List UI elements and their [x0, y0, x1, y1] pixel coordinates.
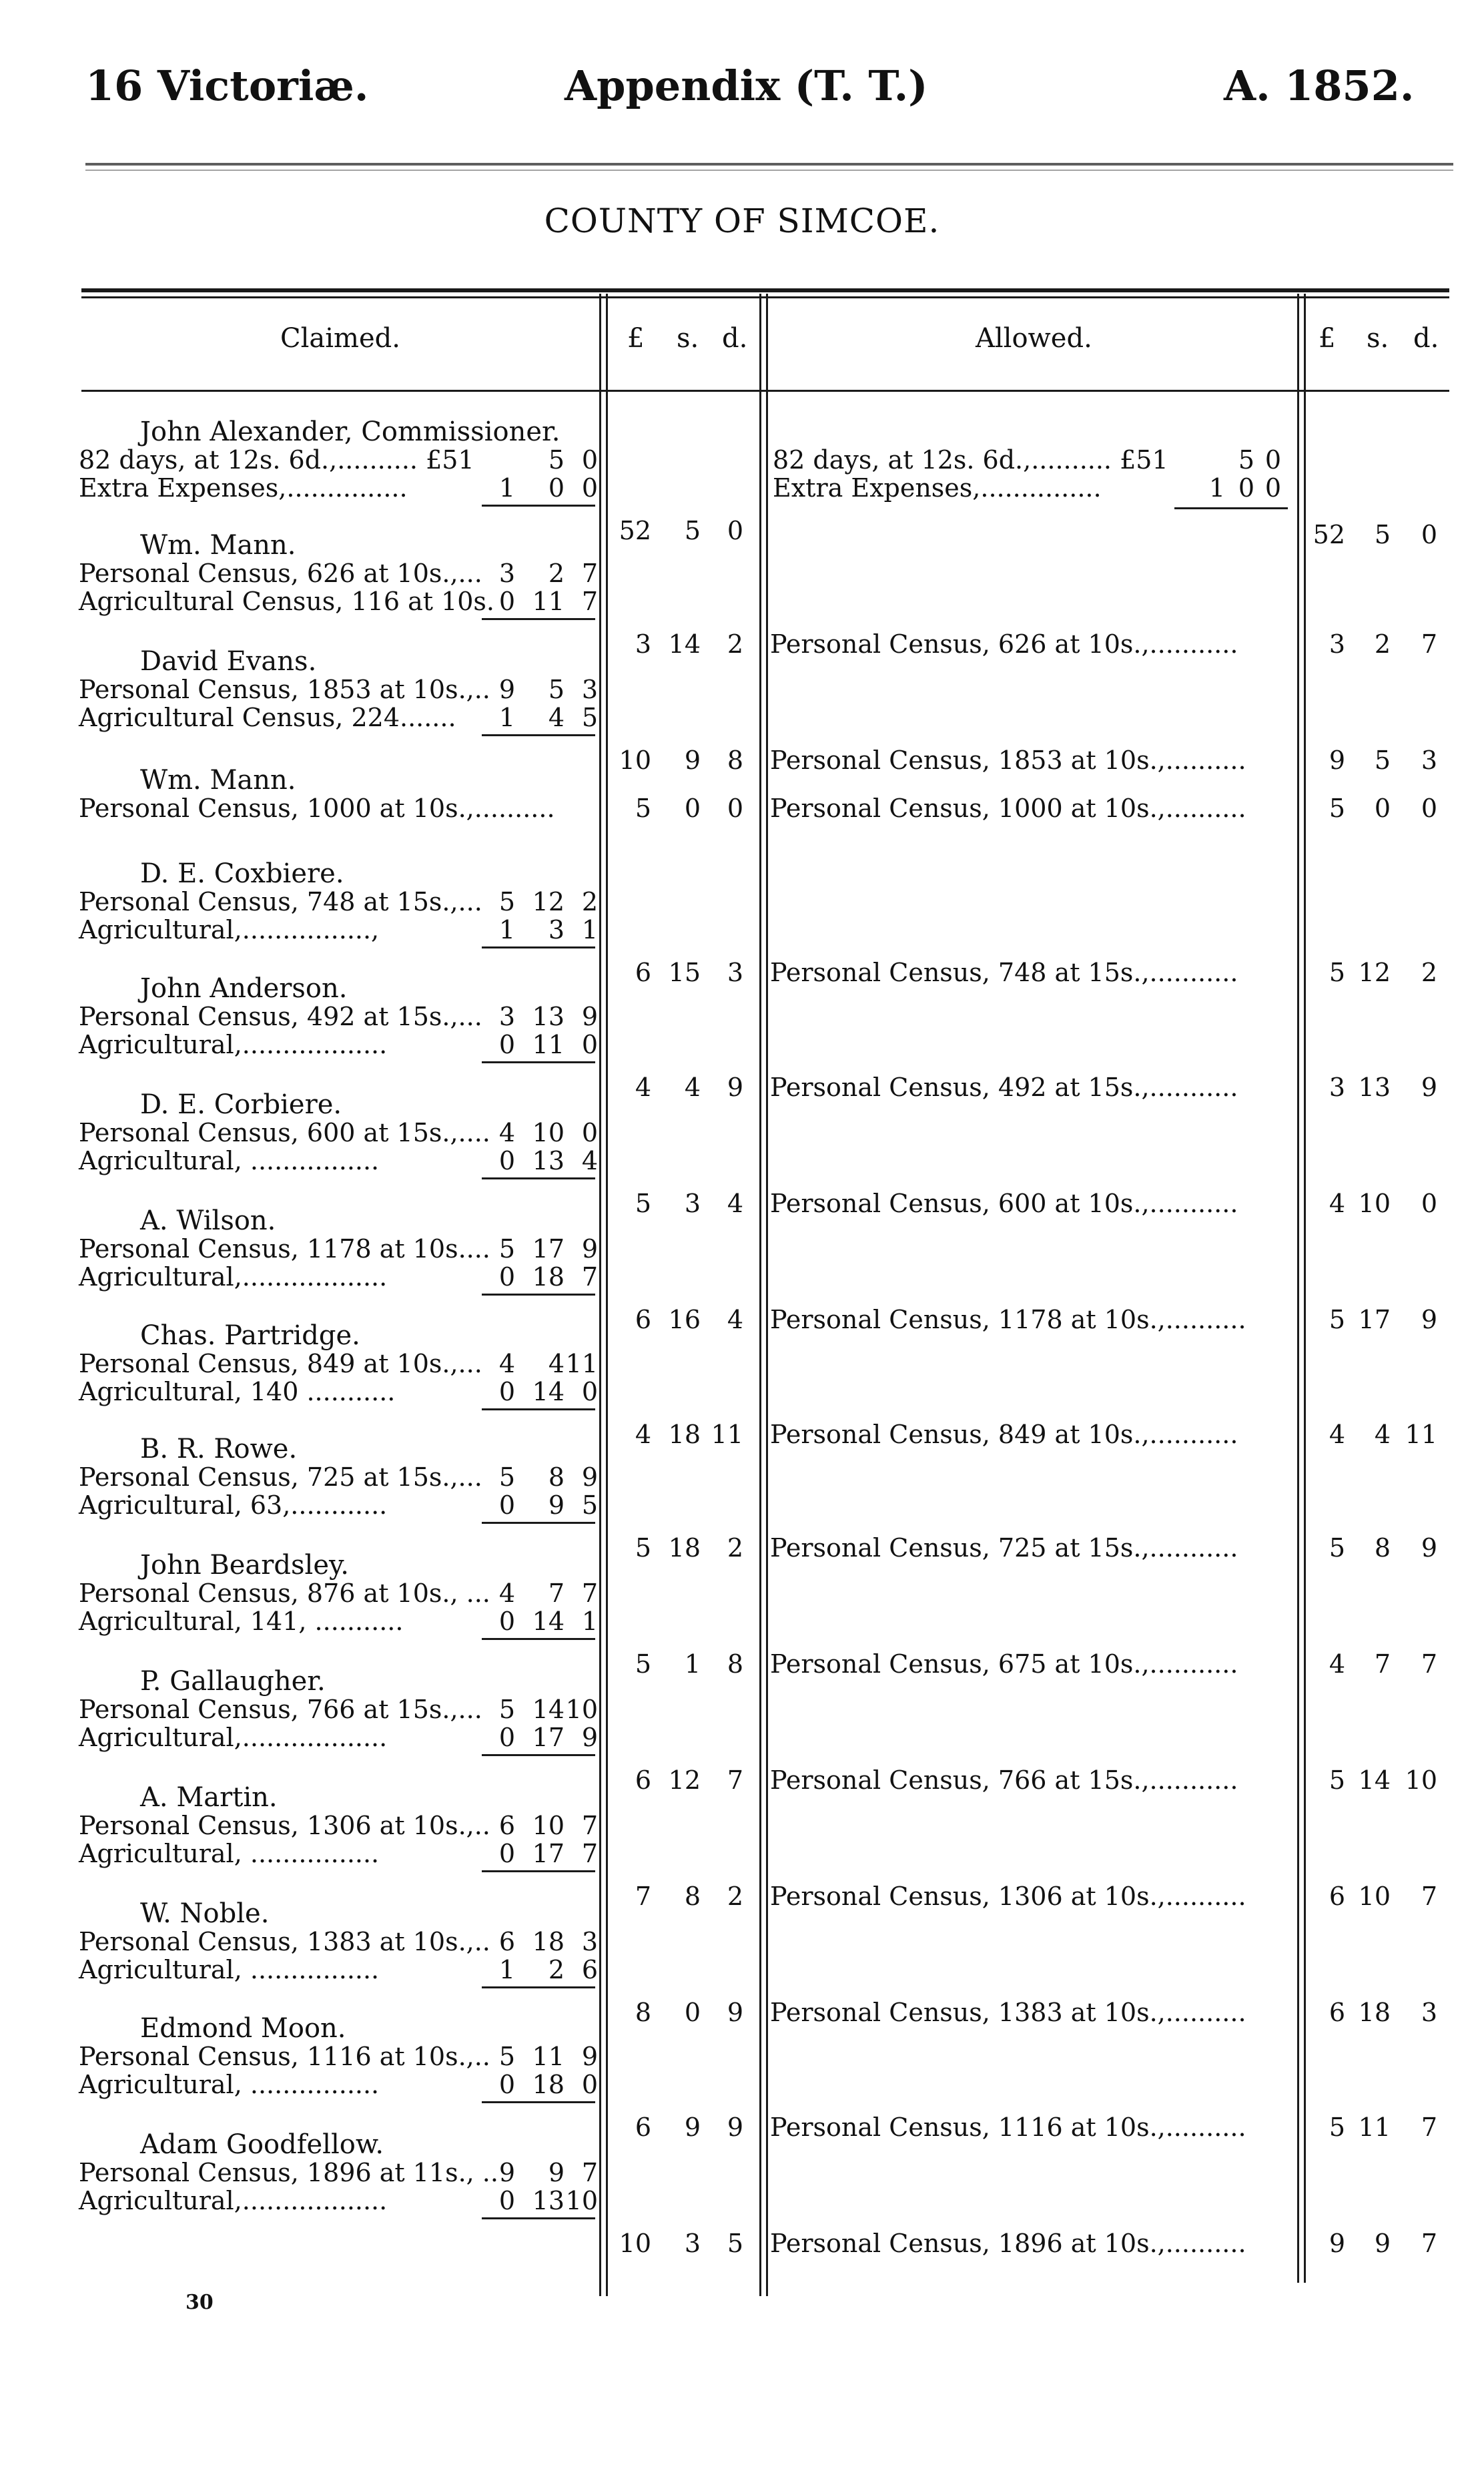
- claimed-total-pence: 11: [711, 1420, 743, 1449]
- claimed-line-shilling: 11: [532, 1030, 565, 1059]
- claimed-line-pence: 7: [581, 587, 598, 616]
- claimed-line-pence: 2: [581, 887, 598, 916]
- vrule-1b: [606, 294, 608, 2296]
- page-number: 30: [186, 2291, 214, 2314]
- allowed-total-shilling: 5: [1374, 746, 1391, 775]
- claimed-total-shilling: 0: [684, 1998, 701, 2027]
- claimed-line-shilling: 14: [532, 1607, 565, 1636]
- claimed-line-shilling: 5: [548, 675, 565, 704]
- claimed-line-pound: 0: [498, 1262, 515, 1292]
- allowed-text: Personal Census, 725 at 15s.,...........: [770, 1533, 1238, 1563]
- claimed-line-pound: 9: [498, 675, 515, 704]
- claimed-line-pence: 4: [581, 1146, 598, 1175]
- col-allowed: Allowed.: [976, 323, 1092, 354]
- claimed-line-pence: 3: [581, 675, 598, 704]
- allowed-total-pence: 0: [1421, 794, 1437, 823]
- allowed-line-shilling: 0: [1238, 473, 1254, 503]
- subtotal-rule: [482, 1986, 595, 1988]
- col-claimed: Claimed.: [280, 323, 400, 354]
- claimed-line-pound: 1: [498, 473, 515, 503]
- entry-name: David Evans.: [140, 646, 317, 677]
- claimed-line-pence: 7: [581, 1811, 598, 1840]
- claimed-total-pence: 3: [727, 958, 743, 987]
- allowed-total-shilling: 13: [1358, 1073, 1391, 1102]
- claimed-line-text: Agricultural Census, 224.......: [79, 703, 456, 732]
- vrule-2a: [759, 294, 761, 2296]
- allowed-subtotal-rule: [1174, 507, 1288, 509]
- claimed-line-text: Extra Expenses,...............: [79, 473, 408, 503]
- claimed-line-pound: 4: [498, 1579, 515, 1608]
- entry-name: John Anderson.: [140, 973, 348, 1004]
- claimed-line-pence: 5: [581, 703, 598, 732]
- claimed-line-pence: 7: [581, 2158, 598, 2187]
- claimed-line-text: Personal Census, 748 at 15s.,...: [79, 887, 482, 916]
- allowed-total-shilling: 14: [1358, 1765, 1391, 1795]
- claimed-line-shilling: 18: [532, 1927, 565, 1956]
- claimed-line-shilling: 0: [548, 473, 565, 503]
- entry-name: Wm. Mann.: [140, 530, 296, 561]
- claimed-line-shilling: 12: [532, 887, 565, 916]
- allowed-total-pound: 4: [1329, 1420, 1345, 1449]
- claimed-line-text: Personal Census, 725 at 15s.,...: [79, 1462, 482, 1492]
- claimed-line-pence: 0: [581, 2070, 598, 2099]
- claimed-total-shilling: 5: [684, 516, 701, 545]
- claimed-line-pound: 3: [498, 559, 515, 588]
- county-title: COUNTY OF SIMCOE.: [544, 202, 940, 240]
- subtotal-rule: [482, 505, 595, 507]
- allowed-total-pound: 5: [1329, 1533, 1345, 1563]
- claimed-line-text: Agricultural,..................: [79, 1262, 388, 1292]
- claimed-total-pence: 2: [727, 629, 743, 659]
- claimed-total-shilling: 3: [684, 1189, 701, 1218]
- claimed-total-shilling: 14: [668, 629, 701, 659]
- header-center: Appendix (T. T.): [565, 61, 928, 110]
- allowed-total-pence: 0: [1421, 520, 1437, 549]
- allowed-total-shilling: 17: [1358, 1305, 1391, 1334]
- claimed-line-pence: 0: [581, 1377, 598, 1406]
- allowed-total-pound: 9: [1329, 2229, 1345, 2258]
- claimed-line-shilling: 18: [532, 2070, 565, 2099]
- allowed-total-shilling: 10: [1358, 1189, 1391, 1218]
- claimed-line-shilling: 3: [548, 915, 565, 944]
- allowed-text: Personal Census, 1000 at 10s.,..........: [770, 794, 1246, 823]
- allowed-text: Personal Census, 1306 at 10s.,..........: [770, 1882, 1246, 1911]
- claimed-line-text: Agricultural,................,: [79, 915, 380, 944]
- header-right: A. 1852.: [1224, 61, 1415, 110]
- claimed-line-text: Personal Census, 1896 at 11s., ..: [79, 2158, 498, 2187]
- entry-name: A. Martin.: [140, 1782, 278, 1813]
- allowed-total-shilling: 9: [1374, 2229, 1391, 2258]
- claimed-line-pound: 4: [498, 1349, 515, 1378]
- claimed-total-pound: 7: [635, 1882, 651, 1911]
- allowed-total-shilling: 7: [1374, 1649, 1391, 1679]
- claimed-line-text: Personal Census, 1383 at 10s.,..: [79, 1927, 490, 1956]
- claimed-line-text: Personal Census, 1116 at 10s.,..: [79, 2042, 490, 2071]
- allowed-line-text: 82 days, at 12s. 6d.,.......... £51: [773, 445, 1168, 475]
- claimed-line-pound: 5: [498, 1462, 515, 1492]
- claimed-line-pence: 7: [581, 1839, 598, 1868]
- claimed-line-text: Agricultural, ................: [79, 1955, 380, 1984]
- subtotal-rule: [482, 1177, 595, 1179]
- col-pound-1: £: [627, 323, 645, 354]
- allowed-text: Personal Census, 766 at 15s.,...........: [770, 1765, 1238, 1795]
- claimed-total-pound: 10: [619, 746, 651, 775]
- claimed-total-pence: 0: [727, 516, 743, 545]
- claimed-line-shilling: 2: [548, 1955, 565, 1984]
- allowed-total-pound: 3: [1329, 629, 1345, 659]
- claimed-total-pence: 8: [727, 746, 743, 775]
- claimed-total-pound: 5: [635, 794, 651, 823]
- allowed-total-pound: 5: [1329, 1765, 1345, 1795]
- subtotal-rule: [482, 946, 595, 948]
- allowed-total-pound: 4: [1329, 1189, 1345, 1218]
- entry-name: John Alexander, Commissioner.: [140, 417, 561, 447]
- allowed-total-pence: 7: [1421, 2113, 1437, 2142]
- claimed-total-pence: 4: [727, 1189, 743, 1218]
- claimed-line-shilling: 4: [548, 703, 565, 732]
- claimed-total-pence: 9: [727, 1073, 743, 1102]
- col-pound-2: £: [1319, 323, 1336, 354]
- header-rule: [85, 163, 1453, 166]
- claimed-line-pence: 9: [581, 1723, 598, 1752]
- claimed-line-pence: 10: [565, 2186, 598, 2215]
- claimed-total-pence: 7: [727, 1765, 743, 1795]
- claimed-total-pound: 8: [635, 1998, 651, 2027]
- claimed-total-pound: 10: [619, 2229, 651, 2258]
- claimed-line-shilling: 2: [548, 559, 565, 588]
- subtotal-rule: [482, 2217, 595, 2219]
- allowed-text: Personal Census, 1178 at 10s.,..........: [770, 1305, 1246, 1334]
- claimed-total-pence: 2: [727, 1533, 743, 1563]
- claimed-total-shilling: 1: [684, 1649, 701, 1679]
- claimed-line-pence: 5: [581, 1490, 598, 1520]
- claimed-line-text: Agricultural, ................: [79, 1839, 380, 1868]
- claimed-line-shilling: 11: [532, 587, 565, 616]
- claimed-total-pence: 9: [727, 1998, 743, 2027]
- entry-name: Wm. Mann.: [140, 765, 296, 796]
- claimed-line-text: Agricultural, 141, ...........: [79, 1607, 404, 1636]
- claimed-line-pence: 9: [581, 1462, 598, 1492]
- claimed-line-shilling: 5: [548, 445, 565, 475]
- allowed-total-pence: 9: [1421, 1305, 1437, 1334]
- entry-name: Edmond Moon.: [140, 2013, 346, 2044]
- allowed-total-pound: 6: [1329, 1998, 1345, 2027]
- claimed-total-pound: 5: [635, 1649, 651, 1679]
- claimed-line-pound: 1: [498, 703, 515, 732]
- allowed-total-pound: 5: [1329, 958, 1345, 987]
- claimed-line-pound: 5: [498, 1695, 515, 1724]
- subtotal-rule: [482, 1522, 595, 1524]
- claimed-line-text: Agricultural, 140 ...........: [79, 1377, 396, 1406]
- allowed-text: Personal Census, 849 at 10s.,...........: [770, 1420, 1238, 1449]
- claimed-line-pence: 10: [565, 1695, 598, 1724]
- allowed-text: Personal Census, 492 at 15s.,...........: [770, 1073, 1238, 1102]
- claimed-total-pence: 4: [727, 1305, 743, 1334]
- allowed-line-pence: 0: [1264, 445, 1281, 475]
- claimed-total-pence: 0: [727, 794, 743, 823]
- claimed-line-pound: 3: [498, 1002, 515, 1031]
- claimed-line-text: 82 days, at 12s. 6d.,.......... £51: [79, 445, 474, 475]
- allowed-total-pound: 5: [1329, 1305, 1345, 1334]
- allowed-total-pence: 0: [1421, 1189, 1437, 1218]
- claimed-line-text: Agricultural Census, 116 at 10s.: [79, 587, 495, 616]
- allowed-total-pence: 3: [1421, 746, 1437, 775]
- entry-name: A. Wilson.: [140, 1205, 276, 1236]
- allowed-total-pence: 7: [1421, 2229, 1437, 2258]
- allowed-total-shilling: 18: [1358, 1998, 1391, 2027]
- claimed-line-shilling: 18: [532, 1262, 565, 1292]
- allowed-total-pound: 6: [1329, 1882, 1345, 1911]
- claimed-line-text: Agricultural,..................: [79, 1723, 388, 1752]
- entry-name: B. R. Rowe.: [140, 1434, 298, 1464]
- allowed-text: Personal Census, 600 at 10s.,...........: [770, 1189, 1238, 1218]
- claimed-line-shilling: 7: [548, 1579, 565, 1608]
- claimed-total-pence: 9: [727, 2113, 743, 2142]
- claimed-total-shilling: 18: [668, 1420, 701, 1449]
- allowed-line-shilling: 5: [1238, 445, 1254, 475]
- claimed-total-pound: 3: [635, 629, 651, 659]
- claimed-line-pound: 1: [498, 1955, 515, 1984]
- entry-name: D. E. Corbiere.: [140, 1089, 342, 1120]
- claimed-total-pence: 8: [727, 1649, 743, 1679]
- allowed-text: Personal Census, 675 at 10s.,...........: [770, 1649, 1238, 1679]
- claimed-line-pound: 4: [498, 1118, 515, 1147]
- subtotal-rule: [482, 618, 595, 620]
- col-pence-2: d.: [1413, 323, 1439, 354]
- subtotal-rule: [482, 1754, 595, 1756]
- allowed-total-pound: 9: [1329, 746, 1345, 775]
- claimed-line-pound: 0: [498, 1839, 515, 1868]
- vrule-1a: [599, 294, 601, 2296]
- claimed-line-pence: 7: [581, 1262, 598, 1292]
- claimed-line-shilling: 13: [532, 1002, 565, 1031]
- table-top-rule-2: [81, 296, 1449, 298]
- subtotal-rule: [482, 1870, 595, 1872]
- claimed-line-shilling: 11: [532, 2042, 565, 2071]
- claimed-line-pence: 9: [581, 1234, 598, 1264]
- subtotal-rule: [482, 734, 595, 736]
- allowed-total-shilling: 4: [1374, 1420, 1391, 1449]
- claimed-total-shilling: 9: [684, 746, 701, 775]
- vrule-3a: [1297, 294, 1299, 2283]
- header-rule-thin: [85, 170, 1453, 171]
- claimed-total-pound: 4: [635, 1420, 651, 1449]
- allowed-total-pound: 4: [1329, 1649, 1345, 1679]
- allowed-total-pence: 7: [1421, 1882, 1437, 1911]
- claimed-line-text: Agricultural,..................: [79, 2186, 388, 2215]
- entry-name: Chas. Partridge.: [140, 1320, 360, 1351]
- allowed-text: Personal Census, 626 at 10s.,...........: [770, 629, 1238, 659]
- claimed-line-pence: 11: [565, 1349, 598, 1378]
- claimed-total-shilling: 12: [668, 1765, 701, 1795]
- claimed-line-text: Personal Census, 766 at 15s.,...: [79, 1695, 482, 1724]
- allowed-line-text: Extra Expenses,...............: [773, 473, 1102, 503]
- allowed-line-pound: 1: [1208, 473, 1225, 503]
- claimed-line-text: Personal Census, 1853 at 10s.,..: [79, 675, 490, 704]
- claimed-line-shilling: 10: [532, 1811, 565, 1840]
- subtotal-rule: [482, 1638, 595, 1640]
- allowed-total-pound: 52: [1313, 520, 1345, 549]
- claimed-line-text: Personal Census, 1306 at 10s.,..: [79, 1811, 490, 1840]
- claimed-line-shilling: 14: [532, 1377, 565, 1406]
- claimed-total-shilling: 16: [668, 1305, 701, 1334]
- claimed-line-pence: 0: [581, 1118, 598, 1147]
- allowed-text: Personal Census, 1853 at 10s.,..........: [770, 746, 1246, 775]
- claimed-line-text: Personal Census, 849 at 10s.,...: [79, 1349, 482, 1378]
- allowed-total-pence: 9: [1421, 1073, 1437, 1102]
- claimed-line-pound: 0: [498, 1146, 515, 1175]
- claimed-line-pound: 0: [498, 587, 515, 616]
- claimed-line-pence: 1: [581, 1607, 598, 1636]
- allowed-line-pence: 0: [1264, 473, 1281, 503]
- claimed-line-pound: 0: [498, 1490, 515, 1520]
- claimed-total-shilling: 8: [684, 1882, 701, 1911]
- claimed-line-pound: 6: [498, 1927, 515, 1956]
- claimed-line-shilling: 17: [532, 1234, 565, 1264]
- allowed-text: Personal Census, 1116 at 10s.,..........: [770, 2113, 1246, 2142]
- claimed-line-pence: 7: [581, 1579, 598, 1608]
- claimed-line-pound: 0: [498, 1723, 515, 1752]
- claimed-line-shilling: 9: [548, 1490, 565, 1520]
- subtotal-rule: [482, 1408, 595, 1410]
- allowed-total-shilling: 0: [1374, 794, 1391, 823]
- claimed-total-pound: 5: [635, 1189, 651, 1218]
- claimed-line-text: Personal Census, 876 at 10s., ...: [79, 1579, 490, 1608]
- claimed-line-shilling: 4: [548, 1349, 565, 1378]
- claimed-line-shilling: 8: [548, 1462, 565, 1492]
- subtotal-rule: [482, 1294, 595, 1296]
- allowed-total-shilling: 8: [1374, 1533, 1391, 1563]
- claimed-total-shilling: 15: [668, 958, 701, 987]
- header-bottom-rule: [81, 390, 1449, 392]
- claimed-total-shilling: 3: [684, 2229, 701, 2258]
- claimed-line-pound: 6: [498, 1811, 515, 1840]
- entry-name: D. E. Coxbiere.: [140, 858, 344, 889]
- col-pence-1: d.: [722, 323, 748, 354]
- claimed-total-pound: 6: [635, 1305, 651, 1334]
- claimed-line-text: Personal Census, 1178 at 10s....: [79, 1234, 490, 1264]
- claimed-line-pence: 9: [581, 2042, 598, 2071]
- col-shilling-2: s.: [1367, 323, 1389, 354]
- allowed-total-pound: 5: [1329, 794, 1345, 823]
- vrule-3b: [1304, 294, 1306, 2283]
- entry-name: Adam Goodfellow.: [140, 2129, 384, 2160]
- claimed-line-pence: 9: [581, 1002, 598, 1031]
- claimed-line-pence: 0: [581, 473, 598, 503]
- table-top-rule: [81, 288, 1449, 292]
- claimed-line-text: Agricultural, ................: [79, 2070, 380, 2099]
- allowed-total-shilling: 2: [1374, 629, 1391, 659]
- allowed-total-pence: 3: [1421, 1998, 1437, 2027]
- claimed-line-text: Personal Census, 626 at 10s.,...: [79, 559, 482, 588]
- header-left: 16 Victoriæ.: [85, 61, 369, 110]
- claimed-line-pence: 3: [581, 1927, 598, 1956]
- claimed-line-shilling: 17: [532, 1723, 565, 1752]
- claimed-line-pound: 9: [498, 2158, 515, 2187]
- entry-name: P. Gallaugher.: [140, 1666, 326, 1697]
- allowed-total-pence: 9: [1421, 1533, 1437, 1563]
- claimed-line-pence: 1: [581, 915, 598, 944]
- claimed-total-shilling: 9: [684, 2113, 701, 2142]
- claimed-total-pound: 6: [635, 1765, 651, 1795]
- allowed-total-pound: 5: [1329, 2113, 1345, 2142]
- claimed-total-pound: 6: [635, 958, 651, 987]
- claimed-line-text: Agricultural,..................: [79, 1030, 388, 1059]
- claimed-line-pence: 0: [581, 445, 598, 475]
- claimed-line-text: Personal Census, 492 at 15s.,...: [79, 1002, 482, 1031]
- claimed-line-text: Agricultural, ................: [79, 1146, 380, 1175]
- claimed-line-shilling: 14: [532, 1695, 565, 1724]
- claimed-line-pence: 0: [581, 1030, 598, 1059]
- allowed-total-shilling: 10: [1358, 1882, 1391, 1911]
- allowed-text: Personal Census, 1383 at 10s.,..........: [770, 1998, 1246, 2027]
- allowed-text: Personal Census, 1896 at 10s.,..........: [770, 2229, 1246, 2258]
- claimed-line-pound: 0: [498, 2070, 515, 2099]
- claimed-line-pound: 1: [498, 915, 515, 944]
- claimed-total-shilling: 4: [684, 1073, 701, 1102]
- claimed-line-pound: 0: [498, 1607, 515, 1636]
- claimed-line-shilling: 13: [532, 2186, 565, 2215]
- allowed-total-pound: 3: [1329, 1073, 1345, 1102]
- claimed-line-pence: 7: [581, 559, 598, 588]
- claimed-line-pound: 0: [498, 2186, 515, 2215]
- subtotal-rule: [482, 2101, 595, 2103]
- allowed-total-shilling: 11: [1358, 2113, 1391, 2142]
- claimed-total-shilling: 0: [684, 794, 701, 823]
- allowed-total-pence: 10: [1405, 1765, 1437, 1795]
- claimed-total-pence: 2: [727, 1882, 743, 1911]
- allowed-text: Personal Census, 748 at 15s.,...........: [770, 958, 1238, 987]
- claimed-line-shilling: 17: [532, 1839, 565, 1868]
- claimed-line-pound: 5: [498, 887, 515, 916]
- claimed-line-shilling: 10: [532, 1118, 565, 1147]
- allowed-total-pence: 11: [1405, 1420, 1437, 1449]
- allowed-total-pence: 2: [1421, 958, 1437, 987]
- claimed-total-pound: 5: [635, 1533, 651, 1563]
- allowed-total-shilling: 5: [1374, 520, 1391, 549]
- claimed-line-pound: 0: [498, 1377, 515, 1406]
- allowed-total-shilling: 12: [1358, 958, 1391, 987]
- entry-name: W. Noble.: [140, 1898, 270, 1929]
- claimed-line-pound: 0: [498, 1030, 515, 1059]
- claimed-total-pound: 6: [635, 2113, 651, 2142]
- vrule-2b: [766, 294, 768, 2296]
- claimed-line-pence: 6: [581, 1955, 598, 1984]
- claimed-line-pound: 5: [498, 2042, 515, 2071]
- allowed-total-pence: 7: [1421, 1649, 1437, 1679]
- claimed-total-shilling: 18: [668, 1533, 701, 1563]
- claimed-line-text: Personal Census, 600 at 15s.,....: [79, 1118, 490, 1147]
- claimed-line-pound: 5: [498, 1234, 515, 1264]
- claimed-total-pound: 52: [619, 516, 651, 545]
- claimed-total-pound: 4: [635, 1073, 651, 1102]
- claimed-line-shilling: 9: [548, 2158, 565, 2187]
- allowed-total-pence: 7: [1421, 629, 1437, 659]
- col-shilling-1: s.: [677, 323, 699, 354]
- claimed-line-text: Personal Census, 1000 at 10s.,..........: [79, 794, 555, 823]
- entry-name: John Beardsley.: [140, 1550, 349, 1581]
- claimed-total-pence: 5: [727, 2229, 743, 2258]
- subtotal-rule: [482, 1061, 595, 1063]
- claimed-line-shilling: 13: [532, 1146, 565, 1175]
- claimed-line-text: Agricultural, 63,............: [79, 1490, 388, 1520]
